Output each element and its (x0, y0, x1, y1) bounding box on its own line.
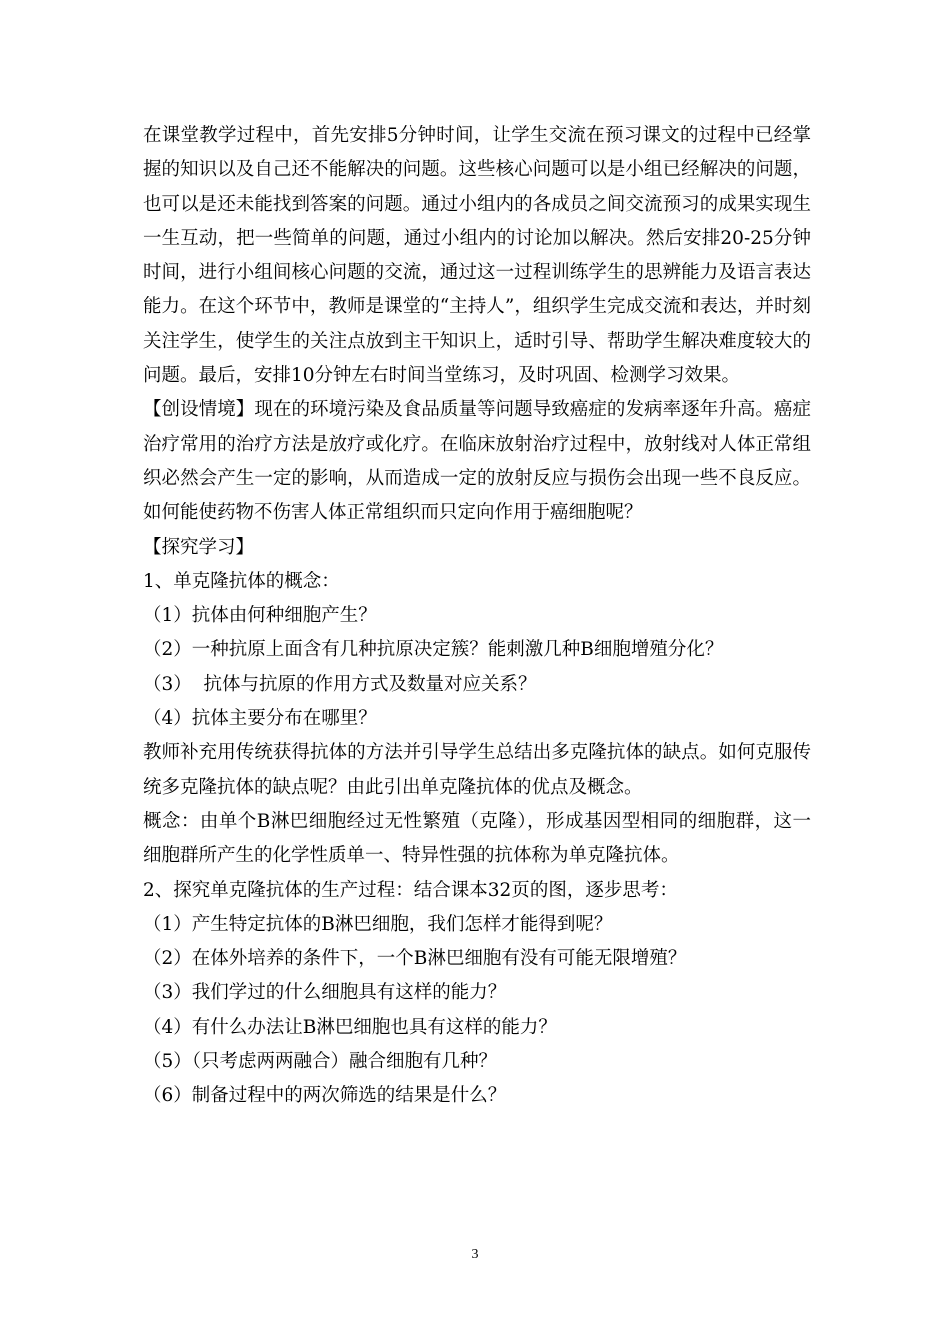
page-body (143, 119, 811, 1114)
section-1-heading: 1、单克隆抗体的概念： (143, 570, 340, 592)
question-item: （6）制备过程中的两次筛选的结果是什么？ (143, 1085, 507, 1107)
teaching-process-paragraph: 在课堂教学过程中，首先安排5分钟时间，让学生交流在预习课文的过程中已经掌握的知识以及自己还不能解决的问题。这些核心问题可以是小组已经解决的问题，也可以是还未能找到答案的问题。通过小组内的各成员之间交流预习的成果实现生一生互动，把一些简单的问题，通过小组内的讨论加以解决。然后安排20-25分钟时间，进行小组间核心问题的交流，通过这一过程训练学生的思辨能力及语言表达能力。在这个环节中，教师是课堂的“主持人”，组织学生完成交流和表达，并时刻关注学生，使学生的关注点放到主干知识上，适时引导、帮助学生解决难度较大的问题。最后，安排10分钟左右时间当堂练习，及时巩固、检测学习效果。 (143, 125, 811, 387)
question-item: （2）一种抗原上面含有几种抗原决定簇？能刺激几种B细胞增殖分化？ (143, 639, 724, 661)
question-item: （3）我们学过的什么细胞具有这样的能力？ (143, 982, 507, 1004)
scenario-paragraph: 【创设情境】现在的环境污染及食品质量等问题导致癌症的发病率逐年升高。癌症治疗常用的治疗方法是放疗或化疗。在临床放射治疗过程中，放射线对人体正常组织必然会产生一定的影响，从而造成一定的放射反应与损伤会出现一些不良反应。如何能使药物不伤害人体正常组织而只定向作用于癌细胞呢？ (143, 399, 811, 524)
concept-paragraph: 概念：由单个B淋巴细胞经过无性繁殖（克隆），形成基因型相同的细胞群，这一细胞群所产生的化学性质单一、特异性强的抗体称为单克隆抗体。 (143, 810, 811, 867)
question-item: （1）产生特定抗体的B淋巴细胞，我们怎样才能得到呢？ (143, 913, 613, 935)
question-item: （4）有什么办法让B淋巴细胞也具有这样的能力？ (143, 1016, 557, 1038)
question-item: （2）在体外培养的条件下，一个B淋巴细胞有没有可能无限增殖？ (143, 948, 687, 970)
question-item: （4）抗体主要分布在哪里？ (143, 708, 377, 730)
question-item: （5）（只考虑两两融合）融合细胞有几种？ (143, 1051, 498, 1073)
section-2-heading: 2、探究单克隆抗体的生产过程：结合课本32页的图，逐步思考： (143, 879, 678, 901)
teacher-note-paragraph: 教师补充用传统获得抗体的方法并引导学生总结出多克隆抗体的缺点。如何克服传统多克隆抗体的缺点呢？由此引出单克隆抗体的优点及概念。 (143, 742, 811, 798)
inquiry-heading: 【探究学习】 (143, 536, 255, 558)
question-item: （3） 抗体与抗原的作用方式及数量对应关系？ (143, 673, 537, 695)
question-item: （1）抗体由何种细胞产生？ (143, 605, 377, 627)
page-number: 3 (471, 1247, 479, 1262)
